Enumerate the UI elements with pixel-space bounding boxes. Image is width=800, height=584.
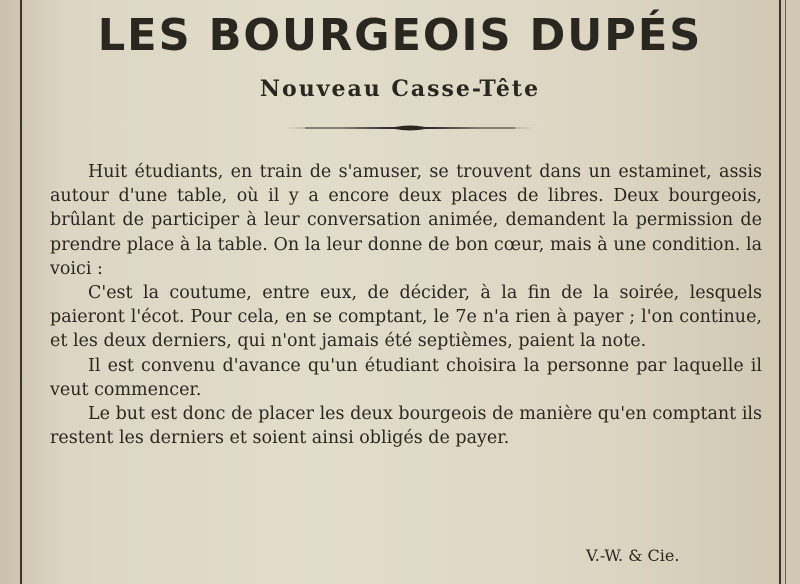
article-title: LES BOURGEOIS DUPÉS	[97, 10, 703, 61]
paragraph-4: Le but est donc de placer les deux bourgeois de manière qu'en comptant ils restent les derniers et soient ainsi obligés de payer.	[50, 404, 762, 449]
signature: V.-W. & Cie.	[586, 546, 680, 565]
paragraph-3: Il est convenu d'avance qu'un étudiant choisira la personne par laquelle il veut commencer.	[50, 355, 762, 400]
decorative-rule-icon	[285, 122, 535, 134]
paragraph-2: C'est la coutume, entre eux, de décider, à la fin de la soirée, lesquels paieront l'écot. Pour cela, en se comptant, le 7e n'a rien à payer ; l'on continue, et les deux derniers, qui n'ont jamais été septièmes, paient la note.	[50, 283, 762, 352]
article-subtitle: Nouveau Casse-Tête	[259, 76, 541, 102]
article-body	[50, 160, 762, 450]
paragraph-1: Huit étudiants, en train de s'amuser, se trouvent dans un estaminet, assis autour d'une table, où il y a encore deux places de libres. Deux bourgeois, brûlant de participer à leur conversation animée, demandent la permission de prendre place à la table. On la leur donne de bon cœur, mais à une condition. la voici :	[50, 162, 762, 279]
